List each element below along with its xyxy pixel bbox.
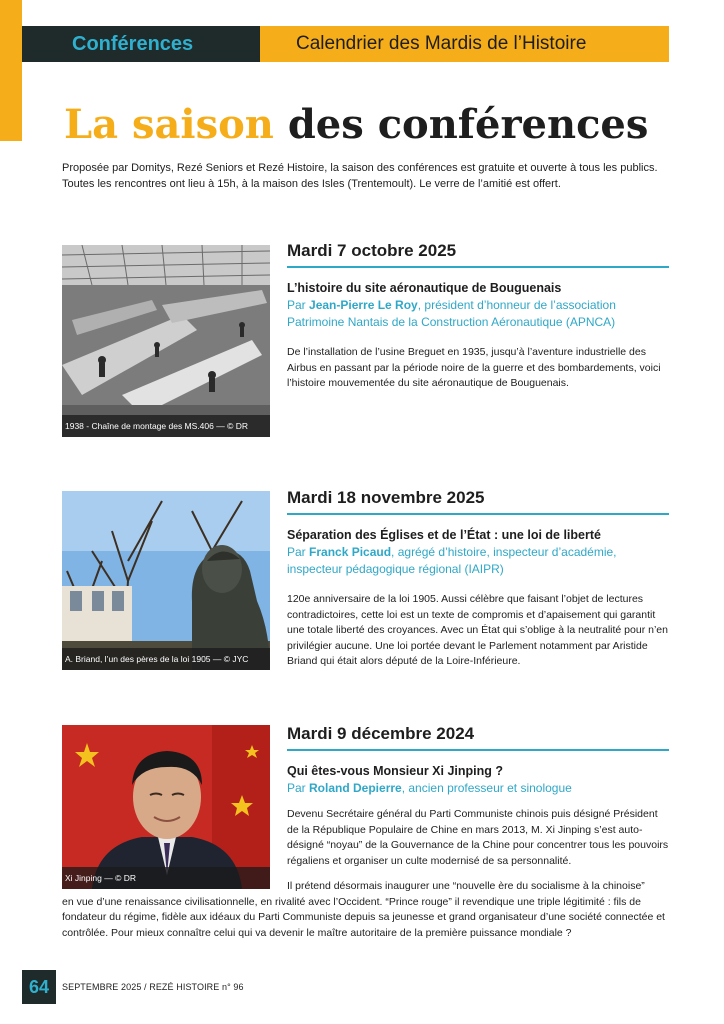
- photo-caption: 1938 - Chaîne de montage des MS.406 — © DR: [62, 415, 270, 437]
- speaker-role: , président d’honneur de l’association Patrimoine Nantais de la Construction Aéronautique (APNCA): [287, 298, 616, 329]
- event-subject: L’histoire du site aéronautique de Bouguenais: [287, 281, 562, 295]
- photo-aircraft-assembly: [62, 245, 270, 437]
- event-divider: [287, 266, 669, 268]
- speaker-prefix: Par: [287, 781, 310, 795]
- photo-briand-statue: [62, 491, 270, 670]
- photo-caption: Xi Jinping — © DR: [62, 867, 270, 889]
- event-description: 120e anniversaire de la loi 1905. Aussi célèbre que faisant l’objet de lectures contradictoires, cette loi est un texte de compromis et d’apaisement qui garantit une totale liberté des croyances. Avec un État qui s’oblige à la neutralité pour n’en privilégier aucune. Une loi portée devant le Parlement notamment par Aristide Briand qui était alors député de la Loire-Inférieure.: [287, 593, 668, 667]
- event-divider: [287, 513, 669, 515]
- title-accent: La saison: [64, 101, 274, 148]
- event-3: [287, 723, 669, 869]
- photo-caption: A. Briand, l’un des pères de la loi 1905 — © JYC: [62, 648, 270, 670]
- event-date: Mardi 9 décembre 2024: [287, 724, 475, 743]
- aircraft-factory-image: [62, 245, 270, 437]
- speaker-role: , ancien professeur et sinologue: [401, 781, 572, 795]
- side-accent-bar: [0, 0, 22, 141]
- event-description: Devenu Secrétaire général du Parti Communiste chinois puis désigné Président de la République Populaire de Chine en mars 2013, M. Xi Jinping s’est auto-désigné “noyau” de la Gouvernance de la Chine pour concentrer tous les pouvoirs régaliens et organiser un culte modernisé de sa personnalité.: [287, 808, 669, 867]
- event-speaker: [287, 544, 669, 578]
- header-band: [22, 26, 669, 62]
- section-label: Conférences: [22, 26, 260, 62]
- event-description: De l’installation de l’usine Breguet en 1935, jusqu’à l’aventure industrielle des Airbus en passant par la période noire de la guerre et des bombardements, voici l’histoire mouvementée du site aéronautique de Bouguenais.: [287, 346, 661, 389]
- issue-label: SEPTEMBRE 2025 / REZÉ HISTOIRE n° 96: [62, 982, 244, 992]
- intro-line-2: Toutes les rencontres ont lieu à 15h, à la maison des Isles (Trentemoult). Le verre de l’amitié est offert.: [62, 178, 561, 190]
- speaker-name: Franck Picaud: [309, 545, 392, 559]
- series-label: Calendrier des Mardis de l’Histoire: [260, 26, 669, 62]
- event-date: Mardi 7 octobre 2025: [287, 241, 457, 260]
- event-divider: [287, 749, 669, 751]
- event-date: Mardi 18 novembre 2025: [287, 488, 485, 507]
- briand-statue-image: [62, 491, 270, 670]
- event-speaker: [287, 780, 669, 797]
- event-2: [287, 487, 669, 670]
- event-speaker: [287, 297, 669, 331]
- speaker-role: , agrégé d’histoire, inspecteur d’académie, inspecteur pédagogique régional (IAIPR): [287, 545, 617, 576]
- speaker-prefix: Par: [287, 545, 310, 559]
- photo-xi-jinping: [62, 725, 270, 889]
- description-continued-first-line: Il prétend désormais inaugurer une “nouvelle ère du socialisme à la chinoise”: [287, 880, 645, 892]
- title-rest: des conférences: [287, 101, 649, 148]
- speaker-name: Roland Depierre: [309, 781, 402, 795]
- event-subject: Qui êtes-vous Monsieur Xi Jinping ?: [287, 764, 503, 778]
- speaker-name: Jean-Pierre Le Roy: [309, 298, 418, 312]
- description-continued-rest: en vue d’une renaissance civilisationnelle, en rivalité avec l’Occident. “Prince rouge” il revendique une triple légitimité : fils de fondateur du régime, fidèle aux idéaux du Parti Communiste depuis sa jeunesse et grand organisateur d’une société connectée et contrôlée. Pour mieux connaître celui qui va devenir le maître autoritaire de la première puissance mondiale ?: [62, 895, 665, 939]
- page-number: 64: [22, 970, 56, 1004]
- intro-line-1: Proposée par Domitys, Rezé Seniors et Rezé Histoire, la saison des conférences est gratuite et ouverte à tous les publics.: [62, 162, 658, 174]
- event-1: [287, 240, 669, 392]
- event-subject: Séparation des Églises et de l’État : une loi de liberté: [287, 528, 601, 542]
- page-title: [64, 97, 648, 153]
- intro-text: [62, 160, 672, 192]
- event-3-description-continued: [62, 879, 674, 941]
- speaker-prefix: Par: [287, 298, 310, 312]
- xi-jinping-image: [62, 725, 270, 889]
